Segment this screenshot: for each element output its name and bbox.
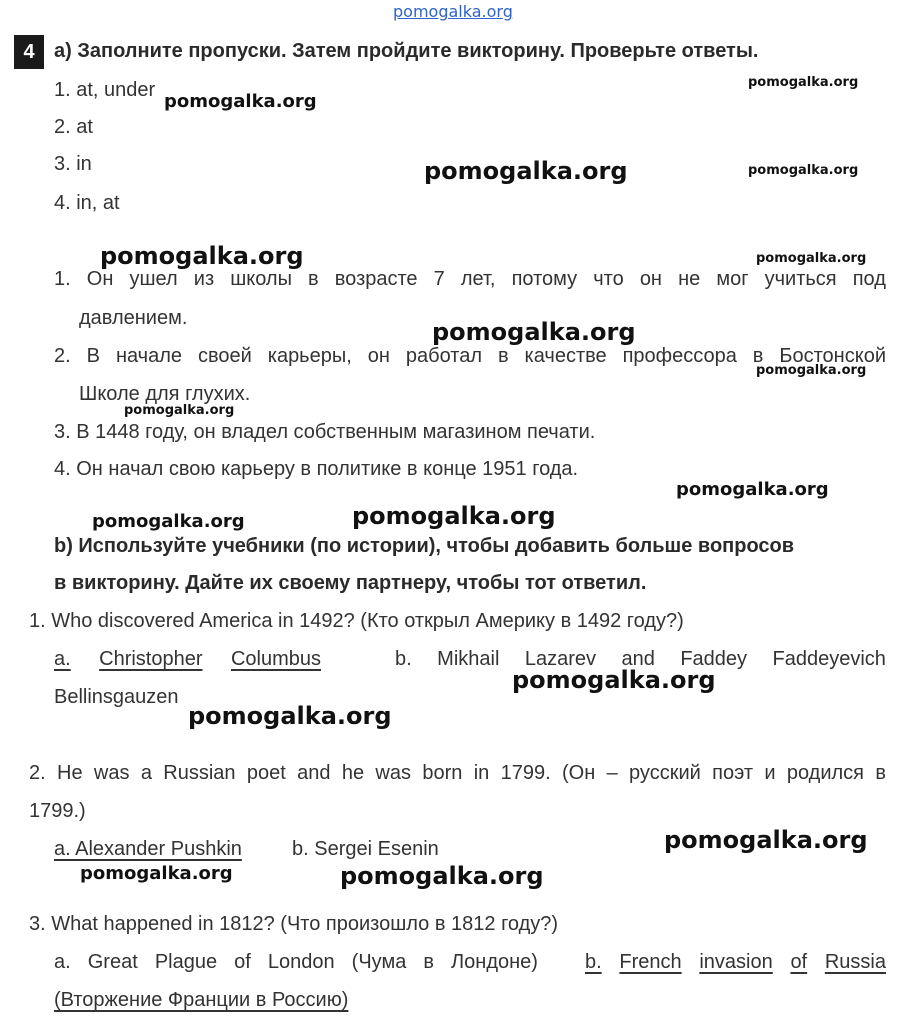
word: 1799. (500, 762, 551, 784)
question-1-answer-b-line2: Bellinsgauzen (54, 686, 179, 708)
word: poet (246, 762, 286, 784)
word: Russian (163, 762, 236, 784)
question-1-answer-a (54, 648, 321, 671)
word: работал (405, 345, 482, 367)
question-2-answer-b: b. Sergei Esenin (292, 838, 439, 860)
word: Mikhail (437, 648, 500, 670)
word: в (875, 762, 886, 784)
word: he (341, 762, 365, 784)
answer-4: 4. in, at (54, 192, 120, 214)
watermark: pomogalka.org (92, 511, 245, 532)
word: своей (197, 345, 252, 367)
watermark: pomogalka.org (124, 403, 235, 418)
watermark: pomogalka.org (512, 666, 716, 694)
word: He (57, 762, 83, 784)
word: Он (86, 268, 114, 290)
watermark: pomogalka.org (664, 826, 868, 854)
word: Columbus (230, 648, 321, 670)
word: поэт (712, 762, 754, 784)
watermark: pomogalka.org (80, 863, 233, 884)
word: карьеры, (267, 345, 352, 367)
word: a (140, 762, 152, 784)
word: was (375, 762, 411, 784)
watermark: pomogalka.org (432, 318, 636, 346)
word: качестве (524, 345, 607, 367)
translation-1-line2: давлением. (79, 307, 188, 329)
watermark: pomogalka.org (340, 862, 544, 890)
word: родился (786, 762, 865, 784)
word: invasion (699, 951, 773, 973)
word: школы (230, 268, 292, 290)
word: Faddeyevich (772, 648, 886, 670)
question-3-answer-b (585, 951, 886, 974)
watermark: pomogalka.org (748, 75, 859, 90)
word: Бостонской (779, 345, 886, 367)
word: and (297, 762, 331, 784)
question-2-line1 (29, 762, 886, 785)
word: (Чума (351, 951, 407, 973)
word: начале (115, 345, 183, 367)
answer-2: 2. at (54, 116, 93, 138)
word: and (621, 648, 655, 670)
question-1: 1. Who discovered America in 1492? (Кто открыл Америку в 1492 году?) (29, 610, 684, 632)
word: a. (54, 648, 71, 670)
word: в (308, 268, 319, 290)
word: was (93, 762, 130, 784)
word: in (473, 762, 490, 784)
watermark: pomogalka.org (748, 163, 859, 178)
word: a. (54, 951, 71, 973)
word: Great (87, 951, 138, 973)
word: в (752, 345, 764, 367)
translation-3: 3. В 1448 году, он владел собственным магазином печати. (54, 421, 596, 443)
word: из (193, 268, 215, 290)
watermark: pomogalka.org (100, 242, 304, 270)
part-b-heading-line2: в викторину. Дайте их своему партнеру, чтобы тот ответил. (54, 572, 647, 594)
word: В (86, 345, 100, 367)
word: возрасте (334, 268, 418, 290)
word: он (639, 268, 662, 290)
watermark: pomogalka.org (352, 502, 556, 530)
word: Лондоне) (451, 951, 538, 973)
word: профессора (622, 345, 737, 367)
word: 2. (54, 345, 71, 367)
answer-1: 1. at, under (54, 79, 156, 101)
answer-3: 3. in (54, 153, 92, 175)
word: 1. (54, 268, 71, 290)
word: Lazarev (524, 648, 597, 670)
word: b. (585, 951, 602, 973)
word: в (497, 345, 509, 367)
translation-2-line2: Школе для глухих. (79, 383, 251, 405)
watermark: pomogalka.org (756, 251, 867, 266)
word: of (234, 951, 251, 973)
word: – (606, 762, 618, 784)
watermark: pomogalka.org (188, 702, 392, 730)
question-2-line2: 1799.) (29, 800, 86, 822)
word: в (423, 951, 434, 973)
word: Plague (154, 951, 218, 973)
word: of (790, 951, 808, 973)
question-3: 3. What happened in 1812? (Что произошло в 1812 году?) (29, 913, 559, 935)
word: под (852, 268, 886, 290)
word: и (764, 762, 776, 784)
word: он (367, 345, 390, 367)
translation-4: 4. Он начал свою карьеру в политике в конце 1951 года. (54, 458, 579, 480)
question-2-answer-a: a. Alexander Pushkin (54, 838, 242, 860)
part-a-heading: a) Заполните пропуски. Затем пройдите викторину. Проверьте ответы. (54, 40, 759, 62)
word: London (267, 951, 335, 973)
word: born (422, 762, 463, 784)
word: Faddey (680, 648, 748, 670)
word: учиться (764, 268, 837, 290)
word: French (619, 951, 682, 973)
watermark: pomogalka.org (164, 91, 317, 112)
word: потому (511, 268, 578, 290)
word: не (678, 268, 701, 290)
translation-1-line1 (54, 268, 886, 291)
word: b. (395, 648, 412, 670)
task-number-badge: 4 (14, 35, 44, 69)
watermark: pomogalka.org (676, 479, 829, 500)
question-3-answer-b-line2: (Вторжение Франции в Россию) (54, 989, 349, 1011)
word: 2. (29, 762, 46, 784)
word: Russia (824, 951, 886, 973)
watermark: pomogalka.org (756, 363, 867, 378)
question-3-answer-a (54, 951, 538, 974)
word: Christopher (99, 648, 203, 670)
watermark: pomogalka.org (424, 157, 628, 185)
word: лет, (460, 268, 496, 290)
word: ушел (129, 268, 178, 290)
word: русский (629, 762, 701, 784)
word: 7 (433, 268, 445, 290)
word: что (593, 268, 624, 290)
word: мог (716, 268, 749, 290)
word: (Он (561, 762, 596, 784)
top-site-link[interactable]: pomogalka.org (393, 2, 513, 21)
part-b-heading-line1: b) Используйте учебники (по истории), чтобы добавить больше вопросов (54, 535, 795, 557)
